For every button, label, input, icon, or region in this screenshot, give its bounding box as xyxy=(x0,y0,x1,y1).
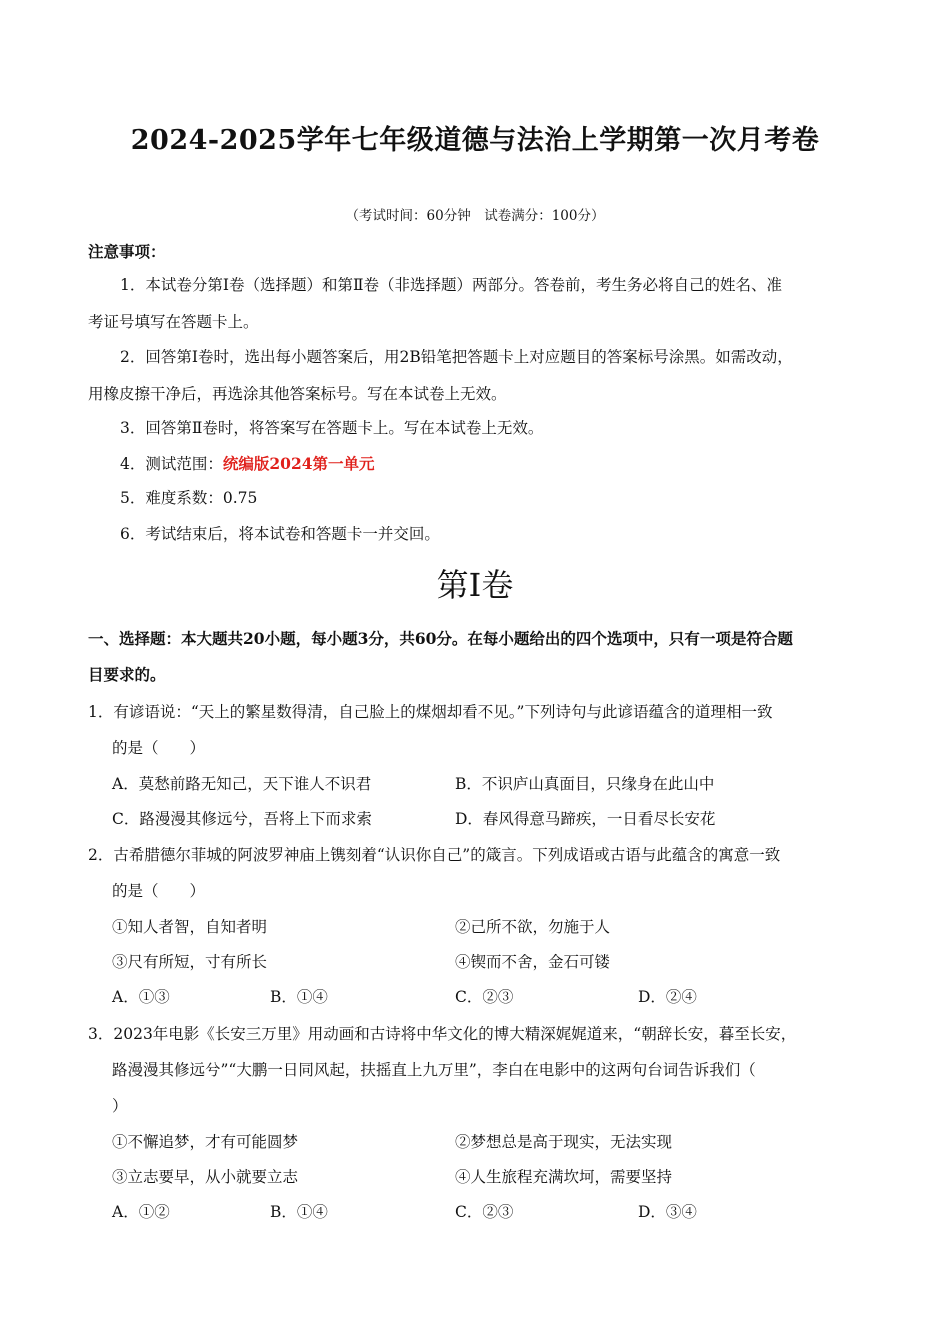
notice-item-1-line2: 考证号填写在答题卡上。 xyxy=(88,313,259,331)
question-3-option-a: A．①② xyxy=(112,1203,170,1221)
question-1-option-b: B．不识庐山真面目，只缘身在此山中 xyxy=(455,775,715,793)
question-1-option-c: C．路漫漫其修远兮，吾将上下而求索 xyxy=(112,810,372,828)
question-3-statement-2: ②梦想总是高于现实，无法实现 xyxy=(455,1133,673,1151)
question-2-option-a: A．①③ xyxy=(112,988,170,1006)
question-2-option-d: D．②④ xyxy=(638,988,697,1006)
part-instruction-line2: 目要求的。 xyxy=(88,665,166,684)
question-3-statement-3: ③立志要早，从小就要立志 xyxy=(112,1168,299,1186)
question-3-option-b: B．①④ xyxy=(270,1203,328,1221)
question-2-statement-4: ④锲而不舍，金石可镂 xyxy=(455,953,611,971)
question-3-option-d: D．③④ xyxy=(638,1203,697,1221)
notice-item-6: 6．考试结束后，将本试卷和答题卡一并交回。 xyxy=(120,525,440,543)
notice-item-2-line1: 2．回答第Ⅰ卷时，选出每小题答案后，用2B铅笔把答题卡上对应题目的答案标号涂黑。如需改动， xyxy=(120,348,793,366)
question-1-option-a: A．莫愁前路无知己，天下谁人不识君 xyxy=(112,775,372,793)
question-3-statement-4: ④人生旅程充满坎坷，需要坚持 xyxy=(455,1168,673,1186)
question-2-option-c: C．②③ xyxy=(455,988,514,1006)
question-3-stem-line3: ） xyxy=(112,1097,128,1115)
question-2-statement-1: ①知人者智，自知者明 xyxy=(112,918,268,936)
question-2-stem-line1: 2．古希腊德尔菲城的阿波罗神庙上镌刻着“认识你自己”的箴言。下列成语或古语与此蕴含的寓意一致 xyxy=(88,846,781,864)
notice-item-4 xyxy=(120,452,375,474)
question-1-stem-line2: 的是（ ） xyxy=(112,739,206,757)
exam-subtitle: （考试时间：60分钟 试卷满分：100分） xyxy=(345,208,605,224)
part-title: 第Ⅰ卷 xyxy=(436,566,514,604)
question-3-statement-1: ①不懈追梦，才有可能圆梦 xyxy=(112,1133,299,1151)
question-1-stem-line1: 1．有谚语说：“天上的繁星数得清，自己脸上的煤烟却看不见。”下列诗句与此谚语蕴含的道理相一致 xyxy=(88,703,773,721)
question-2-stem-line2: 的是（ ） xyxy=(112,882,206,900)
question-1-option-d: D．春风得意马蹄疾，一日看尽长安花 xyxy=(455,810,716,828)
notice-item-5: 5．难度系数：0.75 xyxy=(120,489,258,507)
question-3-stem-line1: 3．2023年电影《长安三万里》用动画和古诗将中华文化的博大精深娓娓道来，“朝辞长安，暮至长安， xyxy=(88,1025,797,1043)
question-3-stem-line2: 路漫漫其修远兮”“大鹏一日同风起，扶摇直上九万里”，李白在电影中的这两句台词告诉我们（ xyxy=(112,1061,756,1079)
question-2-statement-2: ②己所不欲，勿施于人 xyxy=(455,918,611,936)
notice-item-4-prefix: 4．测试范围： xyxy=(120,455,223,473)
question-2-statement-3: ③尺有所短，寸有所长 xyxy=(112,953,268,971)
part-instruction-line1: 一、选择题：本大题共20小题，每小题3分，共60分。在每小题给出的四个选项中，只有一项是符合题 xyxy=(88,629,793,648)
notice-item-2-line2: 用橡皮擦干净后，再选涂其他答案标号。写在本试卷上无效。 xyxy=(88,385,507,403)
notice-item-3: 3．回答第Ⅱ卷时，将答案写在答题卡上。写在本试卷上无效。 xyxy=(120,419,544,437)
notice-heading: 注意事项： xyxy=(88,242,166,261)
exam-title: 2024-2025学年七年级道德与法治上学期第一次月考卷 xyxy=(130,125,820,156)
test-scope-highlight: 统编版2024第一单元 xyxy=(222,454,375,473)
question-2-option-b: B．①④ xyxy=(270,988,328,1006)
notice-item-1-line1: 1．本试卷分第Ⅰ卷（选择题）和第Ⅱ卷（非选择题）两部分。答卷前，考生务必将自己的姓名、准 xyxy=(120,276,783,294)
question-3-option-c: C．②③ xyxy=(455,1203,514,1221)
